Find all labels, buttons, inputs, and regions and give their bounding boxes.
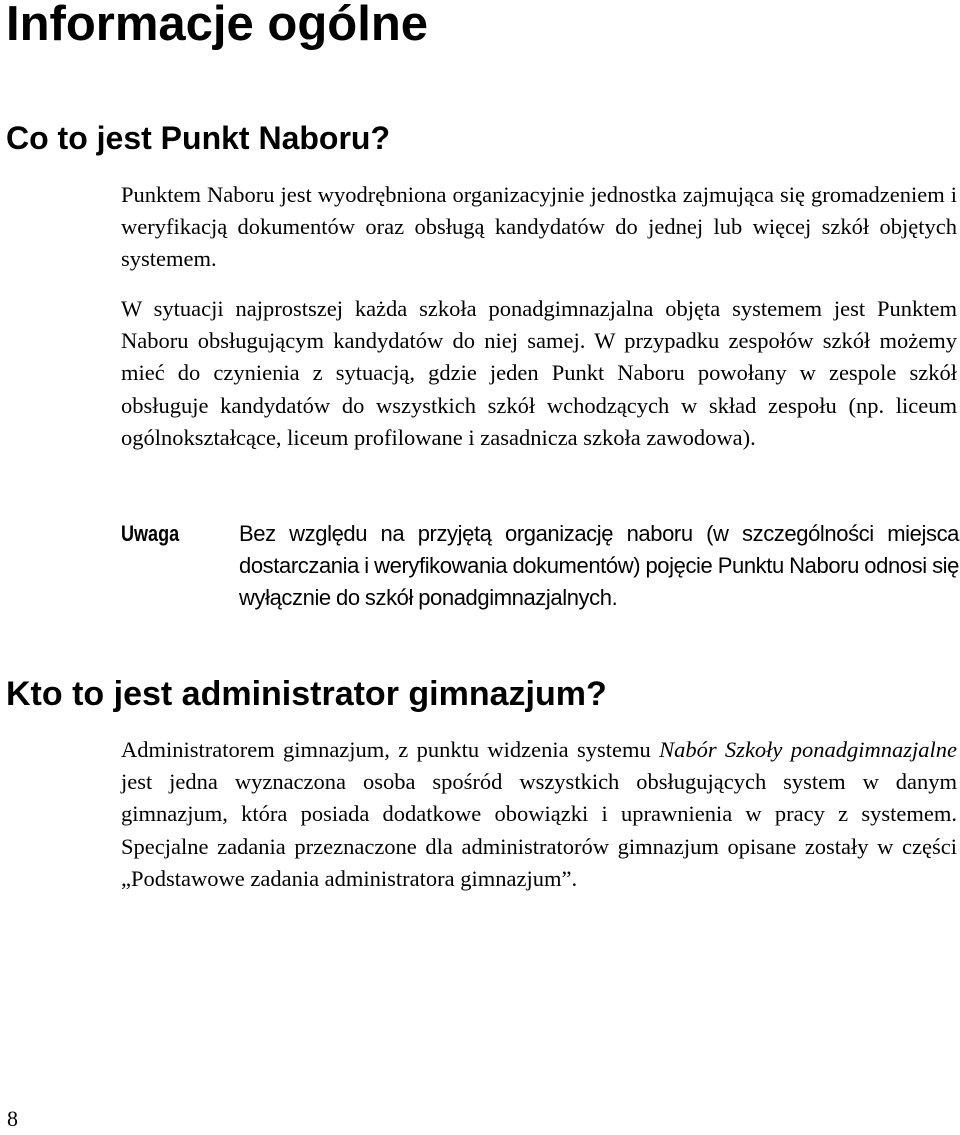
- section-heading-administrator: Kto to jest administrator gimnazjum?: [6, 675, 607, 713]
- section-heading-punkt-naboru: Co to jest Punkt Naboru?: [6, 120, 390, 156]
- paragraph-punkt-naboru-definition: Punktem Naboru jest wyodrębniona organizacyjnie jednostka zajmująca się gromadzeniem i weryfikacją dokumentów oraz obsługą kandydatów do jednej lub więcej szkół objętych systemem.: [121, 182, 957, 272]
- paragraph-administrator-definition: [121, 734, 957, 895]
- paragraph-text-start: Administratorem gimnazjum, z punktu widzenia systemu: [121, 737, 660, 762]
- note-label: Uwaga: [121, 521, 180, 546]
- paragraph-text-end: jest jedna wyznaczona osoba spośród wszystkich obsługujących system w danym gimnazjum, która posiada dodatkowe obowiązki i uprawnienia w pracy z systemem. Specjalne zadania przeznaczone dla administratorów gimnazjum opisane zostały w części „Podstawowe zadania administratora gimnazjum”.: [121, 769, 957, 891]
- note-text: Bez względu na przyjętą organizację naboru (w szczególności miejsca dostarczania i weryfikowania dokumentów) pojęcie Punktu Naboru odnosi się wyłącznie do szkół ponadgimnazjalnych.: [239, 521, 959, 611]
- page-title: Informacje ogólne: [6, 0, 429, 51]
- page-number: 8: [7, 1106, 18, 1131]
- system-name-italic: Nabór Szkoły ponadgimnazjalne: [659, 737, 957, 762]
- paragraph-punkt-naboru-cases: W sytuacji najprostszej każda szkoła ponadgimnazjalna objęta systemem jest Punktem Naboru obsługującym kandydatów do niej samej. W przypadku zespołów szkół możemy mieć do czynienia z sytuacją, gdzie jeden Punkt Naboru powołany w zespole szkół obsługuje kandydatów do wszystkich szkół wchodzących w skład zespołu (np. liceum ogólnokształcące, liceum profilowane i zasadnicza szkoła zawodowa).: [121, 296, 957, 450]
